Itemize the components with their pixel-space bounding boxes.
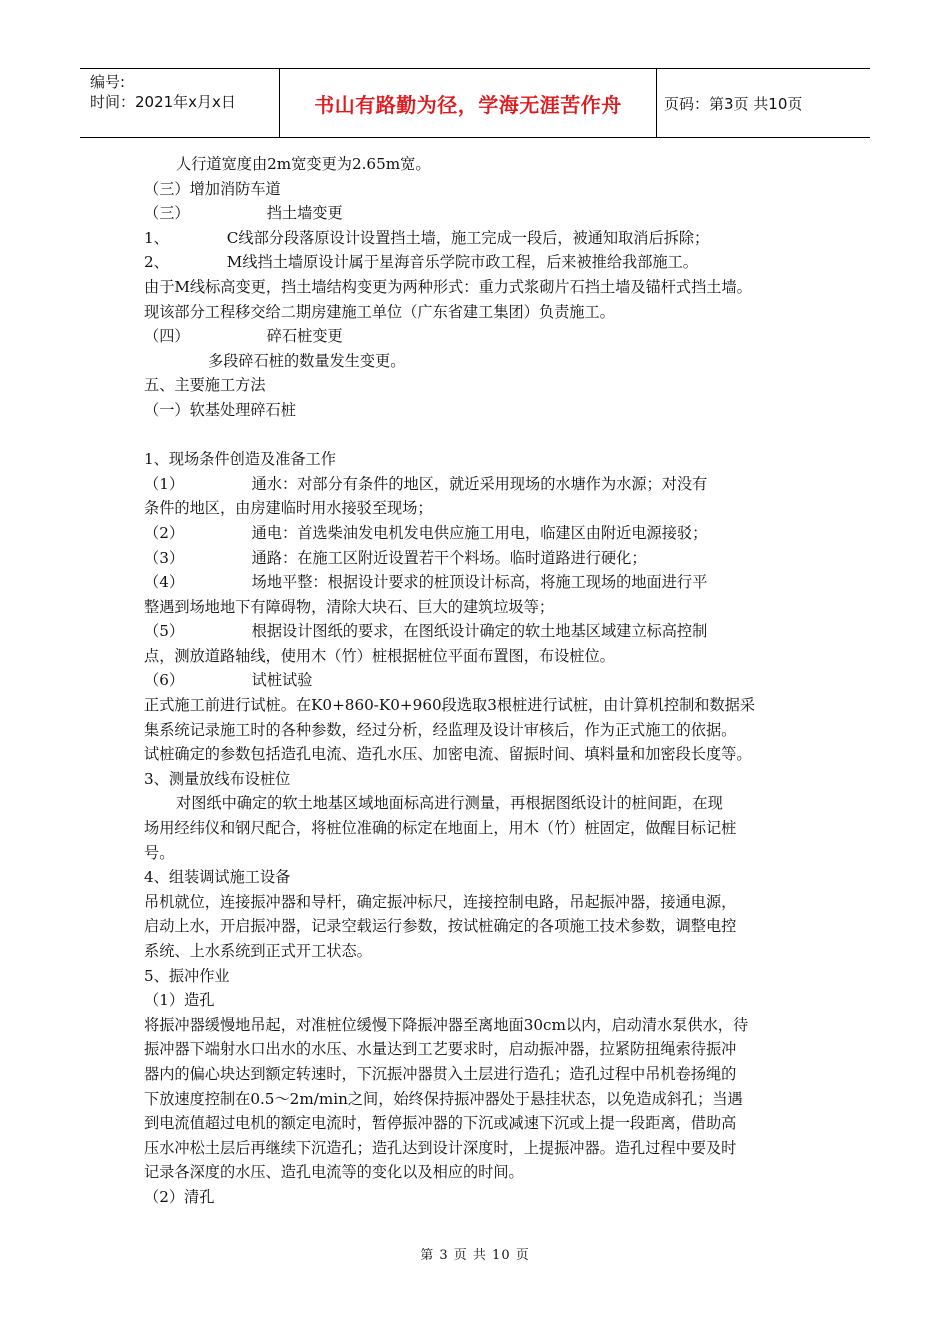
section-heading: （三）增加消防车道 — [144, 179, 281, 198]
section-heading: （一）软基处理碎石桩 — [144, 400, 296, 419]
paragraph: 对图纸中确定的软土地基区域地面标高进行测量，再根据图纸设计的桩间距，在现 — [176, 794, 723, 813]
list-item: 2、 M线挡土墙原设计属于星海音乐学院市政工程，后来被推给我部施工。 — [144, 253, 698, 272]
list-item: 1、 C线部分段落原设计设置挡土墙，施工完成一段后，被通知取消后拆除； — [144, 228, 710, 247]
sub-heading: （1）造孔 — [144, 991, 215, 1010]
paragraph: 记录各深度的水压、造孔电流等的变化以及相应的时间。 — [144, 1163, 524, 1182]
paragraph: 现该部分工程移交给二期房建施工单位（广东省建工集团）负责施工。 — [144, 302, 615, 321]
list-item: （5） 根据设计图纸的要求，在图纸设计确定的软土地基区域建立标高控制 — [144, 622, 708, 641]
paragraph: 由于M线标高变更，挡土墙结构变更为两种形式：重力式浆砌片石挡土墙及锚杆式挡土墙。 — [144, 277, 752, 296]
paragraph: 整遇到场地地下有障碍物，清除大块石、巨大的建筑垃圾等； — [144, 597, 555, 616]
header-page-code: 页码：第3页 共10页 — [664, 94, 803, 113]
section-heading: 1、现场条件创造及准备工作 — [144, 450, 336, 469]
header-meta — [90, 72, 236, 112]
paragraph: 到电流值超过电机的额定电流时，暂停振冲器的下沉或减速下沉或上提一段距离，借助高 — [144, 1114, 737, 1133]
paragraph: 将振冲器缓慢地吊起，对准桩位缓慢下降振冲器至离地面30cm以内，启动清水泵供水，待 — [144, 1015, 749, 1034]
paragraph: 系统、上水系统到正式开工状态。 — [144, 942, 372, 960]
page-header — [80, 68, 870, 138]
section-heading: （三） 挡土墙变更 — [144, 204, 343, 223]
paragraph: 吊机就位，连接振冲器和导杆，确定振冲标尺，连接控制电路，吊起振冲器，接通电源， — [144, 892, 737, 911]
paragraph: 器内的偏心块达到额定转速时，下沉振冲器贯入土层进行造孔；造孔过程中吊机卷扬绳的 — [144, 1064, 737, 1083]
section-heading: 五、主要施工方法 — [144, 376, 266, 395]
section-heading: 5、振冲作业 — [144, 966, 230, 985]
paragraph: 集系统记录施工时的各种参数，经过分析，经监理及设计审核后，作为正式施工的依据。 — [144, 720, 737, 739]
paragraph: 试桩确定的参数包括造孔电流、造孔水压、加密电流、留振时间、填料量和加密段长度等。 — [144, 745, 752, 764]
paragraph: 下放速度控制在0.5～2m/min之间，始终保持振冲器处于悬挂状态，以免造成斜孔；当遇 — [144, 1089, 743, 1108]
paragraph: 人行道宽度由2m宽变更为2.65m宽。 — [176, 155, 431, 173]
list-item: （6） 试桩试验 — [144, 671, 313, 690]
document-body — [144, 152, 810, 1210]
list-item: （1） 通水：对部分有条件的地区，就近采用现场的水塘作为水源；对没有 — [144, 474, 708, 493]
sub-heading: （2）清孔 — [144, 1187, 215, 1206]
header-divider — [656, 69, 657, 137]
paragraph: 启动上水，开启振冲器，记录空载运行参数，按试桩确定的各项施工技术参数，调整电控 — [144, 917, 737, 936]
list-item: （2） 通电：首选柴油发电机发电供应施工用电，临建区由附近电源接驳； — [144, 523, 708, 542]
paragraph: 场用经纬仪和钢尺配合，将桩位准确的标定在地面上，用木（竹）桩固定，做醒目标记桩 — [144, 819, 737, 838]
paragraph: 振冲器下端射水口出水的水压、水量达到工艺要求时，启动振冲器，拉紧防扭绳索待振冲 — [144, 1040, 737, 1059]
section-heading: 4、组装调试施工设备 — [144, 868, 291, 887]
document-number-label: 编号: — [90, 73, 126, 91]
paragraph: 正式施工前进行试桩。在K0+860-K0+960段选取3根桩进行试桩，由计算机控制和数据采 — [144, 696, 756, 715]
list-item: （3） 通路：在施工区附近设置若干个料场。临时道路进行硬化； — [144, 548, 647, 567]
paragraph: 压水冲松土层后再继续下沉造孔；造孔达到设计深度时，上提振冲器。造孔过程中要及时 — [144, 1138, 737, 1157]
document-date: 时间：2021年x月x日 — [90, 93, 236, 111]
paragraph: 点，测放道路轴线，使用木（竹）桩根据桩位平面布置图，布设桩位。 — [144, 646, 615, 665]
section-heading: 3、测量放线布设桩位 — [144, 769, 291, 788]
paragraph: 多段碎石桩的数量发生变更。 — [208, 351, 406, 370]
header-motto: 书山有路勤为径，学海无涯苦作舟 — [314, 92, 622, 117]
paragraph: 条件的地区，由房建临时用水接驳至现场； — [144, 499, 433, 518]
blank-line — [144, 423, 810, 448]
list-item: （4） 场地平整：根据设计要求的桩顶设计标高，将施工现场的地面进行平 — [144, 573, 708, 592]
paragraph: 号。 — [144, 843, 175, 862]
section-heading: （四） 碎石桩变更 — [144, 327, 343, 346]
page-footer: 第 3 页 共 10 页 — [420, 1248, 530, 1263]
